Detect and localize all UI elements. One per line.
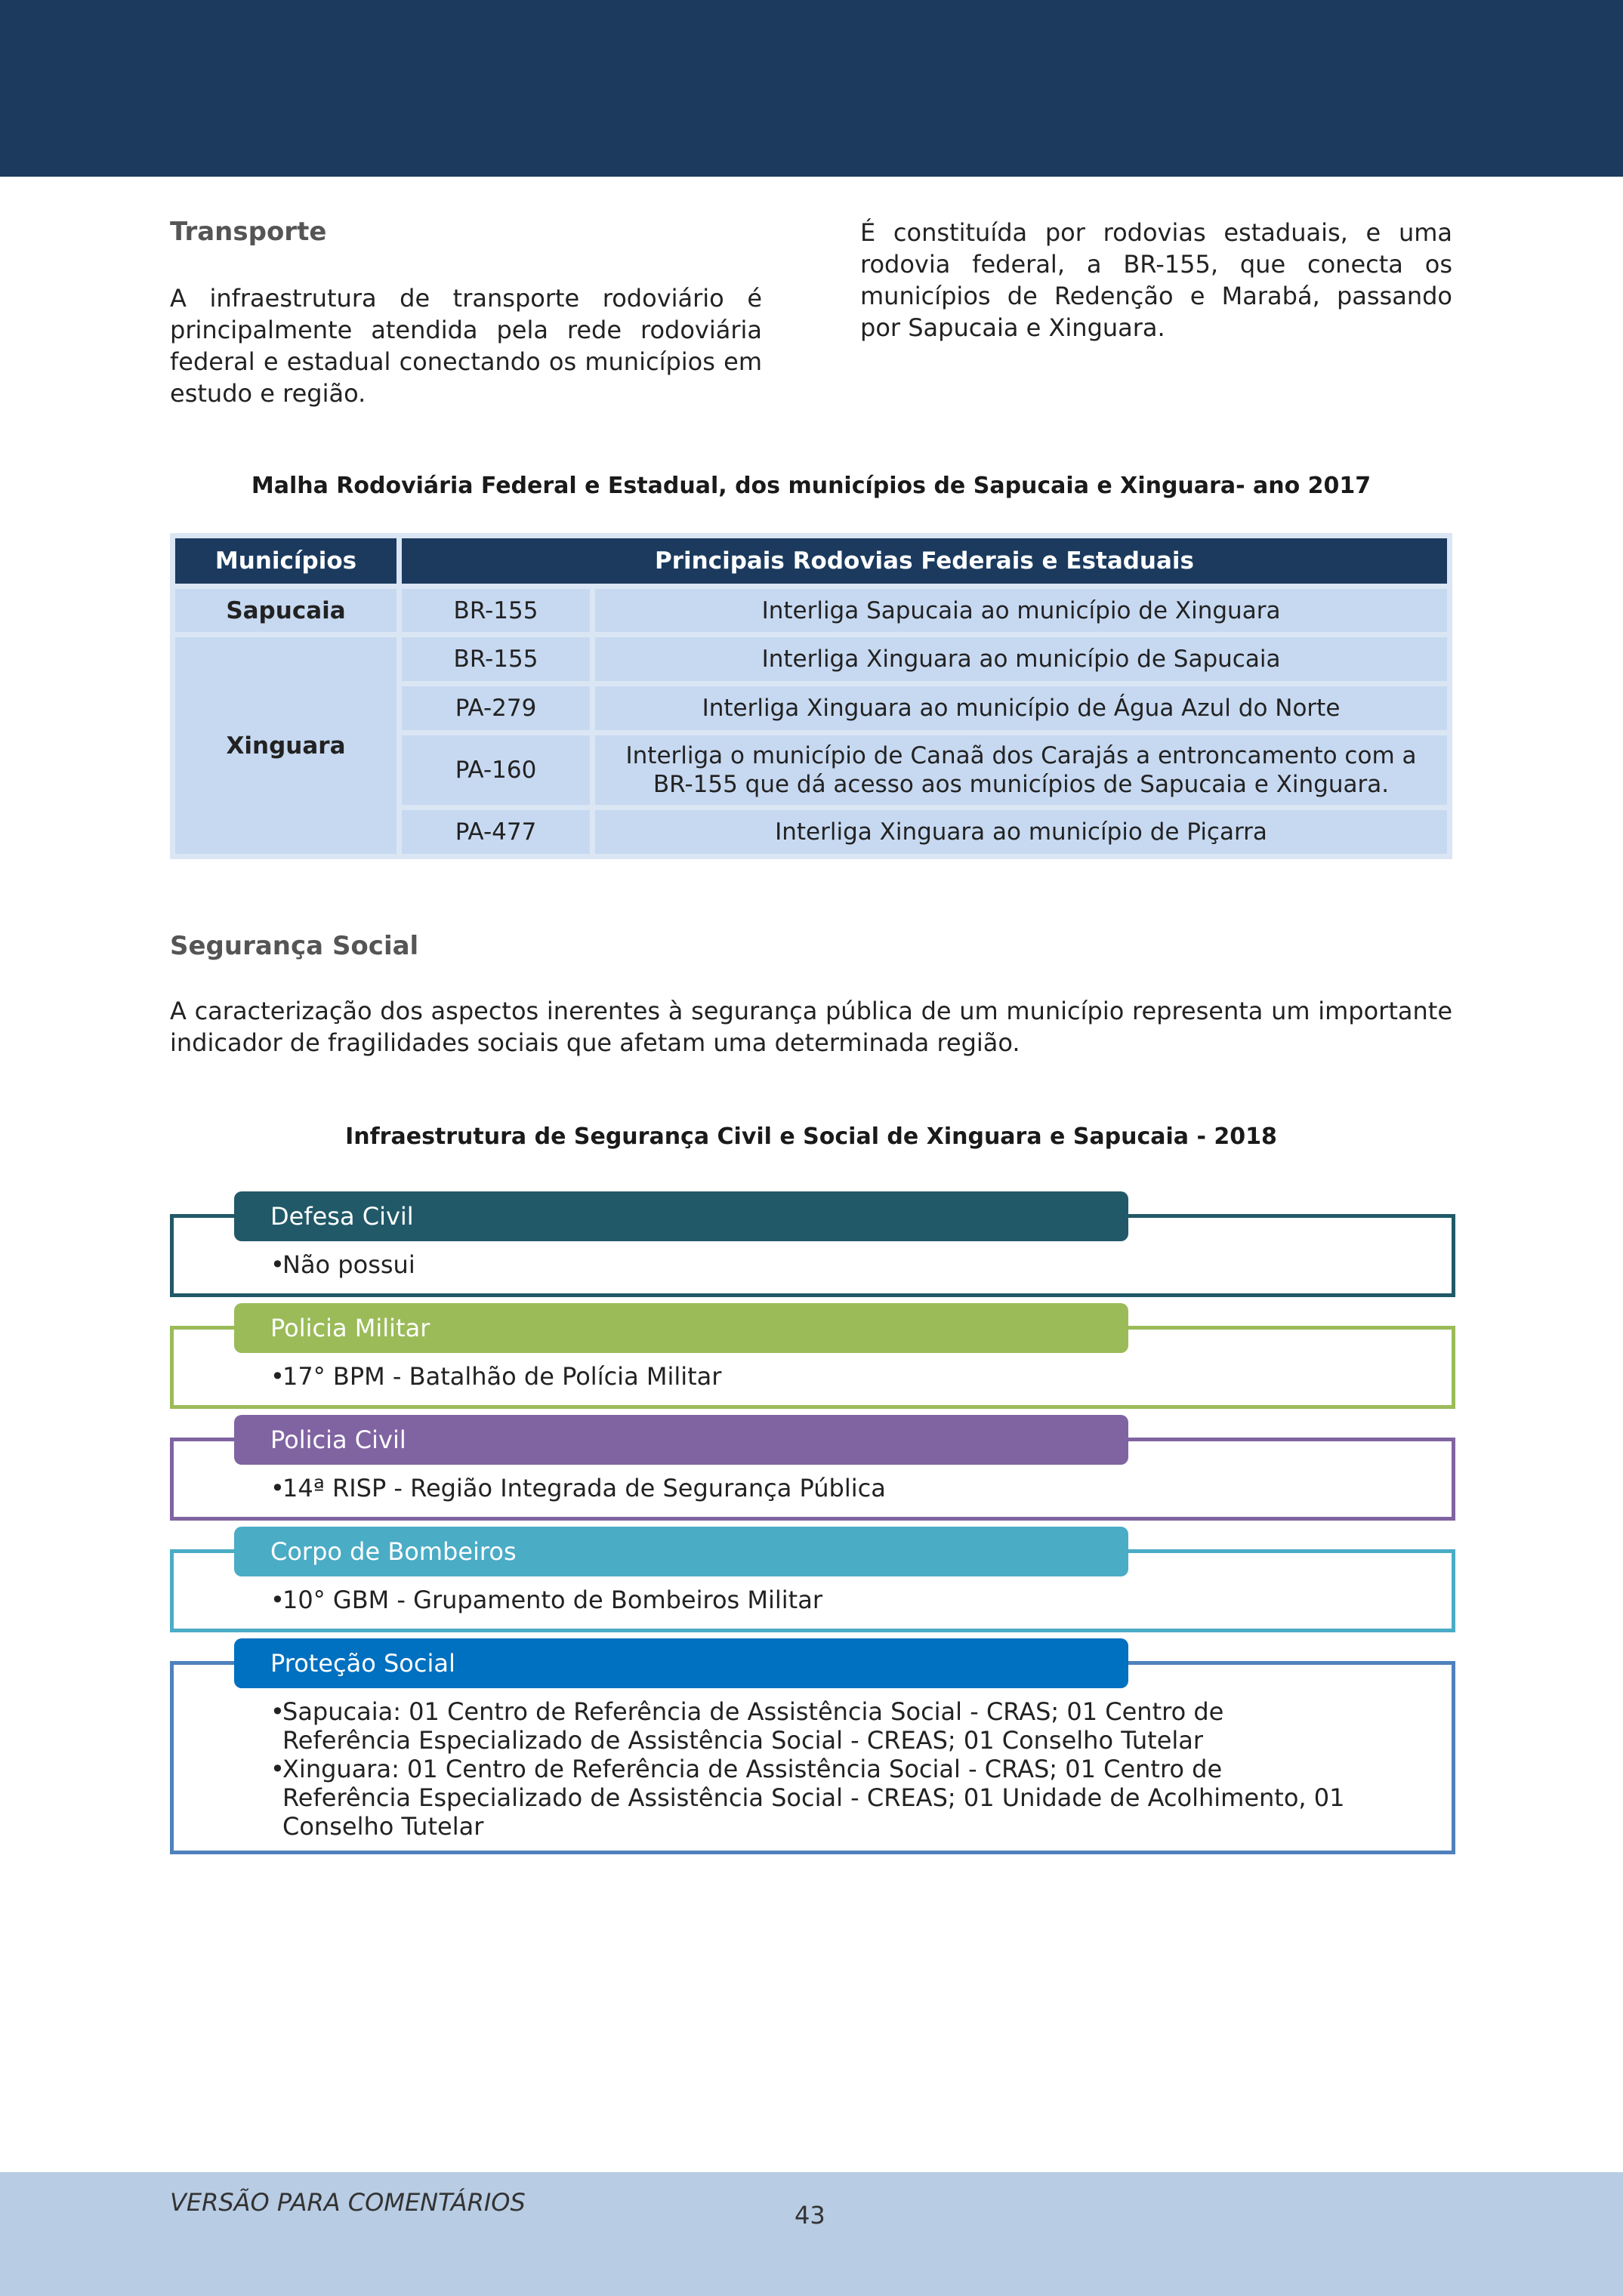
road-table-caption: Malha Rodoviária Federal e Estadual, dos municípios de Sapucaia e Xinguara- ano 2017 [251, 473, 1372, 499]
transport-paragraph-left: A infraestrutura de transporte rodoviário é principalmente atendida pela rede rodoviária federal e estadual conectando os municípios em estudo e região. [170, 284, 762, 408]
page-number: 43 [795, 2201, 825, 2230]
card-body-corpo-de-bombeiros [270, 1586, 1358, 1614]
section-title-transporte: Transporte [170, 217, 327, 247]
section-title-seguranca: Segurança Social [170, 931, 419, 961]
cell-rodovia: BR-155 [402, 589, 590, 632]
card-body-protecao-social [270, 1697, 1358, 1841]
card-title-protecao-social: Proteção Social [234, 1638, 1128, 1688]
cell-descricao: Interliga Xinguara ao município de Água Azul do Norte [595, 686, 1447, 730]
list-item: • Sapucaia: 01 Centro de Referência de Assistência Social - CRAS; 01 Centro de Referência Especializado de Assistência Social - CREAS; 01 Conselho Tutelar [270, 1697, 1224, 1755]
list-item: • 10° GBM - Grupamento de Bombeiros Militar [270, 1586, 822, 1614]
cell-descricao: Interliga Sapucaia ao município de Xinguara [595, 589, 1447, 632]
header-municipios: Municípios [175, 538, 396, 584]
card-title-corpo-de-bombeiros: Corpo de Bombeiros [234, 1527, 1128, 1576]
table-header-row [175, 538, 1447, 584]
list-item: • Não possui [270, 1250, 415, 1279]
cell-municipio: Xinguara [175, 637, 396, 854]
cell-rodovia: PA-160 [402, 735, 590, 805]
transport-paragraph-right: É constituída por rodovias estaduais, e uma rodovia federal, a BR-155, que conecta os municípios de Redenção e Marabá, passando por Sapucaia e Xinguara. [860, 218, 1452, 342]
footer-note: VERSÃO PARA COMENTÁRIOS [170, 2188, 526, 2217]
cell-municipio: Sapucaia [175, 589, 396, 632]
card-body-policia-militar [270, 1362, 1358, 1391]
cell-rodovia: BR-155 [402, 637, 590, 681]
header-rodovias: Principais Rodovias Federais e Estaduais [402, 538, 1447, 584]
table-row [175, 637, 1447, 681]
road-table [170, 533, 1452, 859]
card-title-policia-militar: Policia Militar [234, 1303, 1128, 1353]
card-body-policia-civil [270, 1474, 1358, 1502]
header-banner [0, 0, 1623, 177]
security-paragraph: A caracterização dos aspectos inerentes à segurança pública de um município representa um importante indicador de fragilidades sociais que afetam uma determinada região. [170, 997, 1452, 1057]
card-body-defesa-civil [270, 1250, 1358, 1279]
cell-descricao: Interliga Xinguara ao município de Piçarra [595, 810, 1447, 854]
list-item: • 17° BPM - Batalhão de Polícia Militar [270, 1362, 722, 1391]
cell-rodovia: PA-477 [402, 810, 590, 854]
cell-rodovia: PA-279 [402, 686, 590, 730]
card-title-policia-civil: Policia Civil [234, 1415, 1128, 1465]
card-title-defesa-civil: Defesa Civil [234, 1191, 1128, 1241]
cell-descricao: Interliga Xinguara ao município de Sapucaia [595, 637, 1447, 681]
table-row [175, 589, 1447, 632]
list-item: • Xinguara: 01 Centro de Referência de Assistência Social - CRAS; 01 Centro de Referência Especializado de Assistência Social - CREAS; 01 Unidade de Acolhimento, 01 Conselho Tutelar [270, 1755, 1345, 1841]
cell-descricao: Interliga o município de Canaã dos Carajás a entroncamento com a BR-155 que dá acesso aos municípios de Sapucaia e Xinguara. [595, 735, 1447, 805]
list-item: • 14ª RISP - Região Integrada de Segurança Pública [270, 1474, 886, 1502]
security-diagram-caption: Infraestrutura de Segurança Civil e Social de Xinguara e Sapucaia - 2018 [345, 1123, 1277, 1150]
